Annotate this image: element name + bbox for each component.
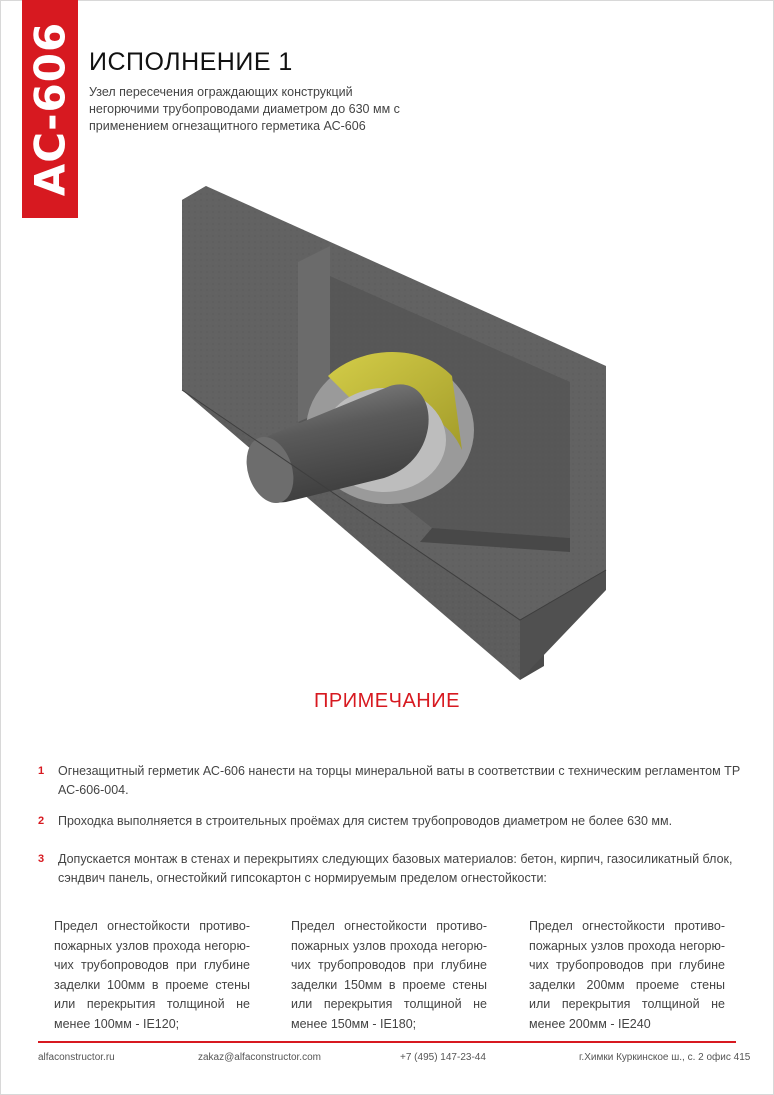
note-item (38, 762, 748, 800)
note-item (38, 812, 748, 831)
note-item (38, 850, 748, 888)
note-number: 2 (38, 815, 45, 827)
fire-rating-column-200mm: Предел огнестойкости противо-пожарных узлов прохода негорю-чих трубопроводов при глубине заделки 200мм проеме стены или перекрытия толщиной не менее 200мм - IE240 (529, 919, 725, 1031)
page-subtitle: Узел пересечения ограждающих конструкций негорючими трубопроводами диаметром до 630 мм с применением огнезащитного герметика АС-606 (89, 85, 400, 133)
note-text: Огнезащитный герметик АС-606 нанести на торцы минеральной ваты в соответствии с техническим регламентом ТР АС-606-004. (58, 764, 741, 797)
side-tab (22, 0, 78, 218)
note-number: 1 (38, 765, 45, 777)
note-text: Допускается монтаж в стенах и перекрытиях следующих базовых материалов: бетон, кирпич, газосиликатный блок, сэндвич панель, огнестойкий гипсокартон с нормируемым пределом огнестойкости: (58, 852, 733, 885)
notes-heading: ПРИМЕЧАНИЕ (314, 690, 460, 712)
fire-rating-column-150mm: Предел огнестойкости противо-пожарных узлов прохода негорю-чих трубопроводов при глубине заделки 150мм в проеме стены или перекрытия толщиной не менее 150мм - IE180; (291, 919, 487, 1031)
note-number: 3 (38, 853, 45, 865)
footer-address: г.Химки Куркинское ш., с. 2 офис 415 (579, 1052, 751, 1063)
page-title: ИСПОЛНЕНИЕ 1 (89, 48, 293, 76)
note-text: Проходка выполняется в строительных проёмах для систем трубопроводов диаметром не более 630 мм. (58, 814, 673, 828)
fire-rating-column-100mm: Предел огнестойкости противо-пожарных узлов прохода негорю-чих трубопроводов при глубине заделки 100мм в проеме стены или перекрытия толщиной не менее 100мм - IE120; (54, 919, 250, 1031)
pipe-penetration-illustration (170, 150, 620, 690)
side-tab-label: АС-606 (25, 21, 75, 197)
footer-email-link[interactable]: zakaz@alfaconstructor.com (198, 1052, 321, 1063)
footer-divider (38, 1041, 736, 1043)
footer-phone[interactable]: +7 (495) 147-23-44 (400, 1052, 486, 1063)
footer-website-link[interactable]: alfaconstructor.ru (38, 1052, 115, 1063)
